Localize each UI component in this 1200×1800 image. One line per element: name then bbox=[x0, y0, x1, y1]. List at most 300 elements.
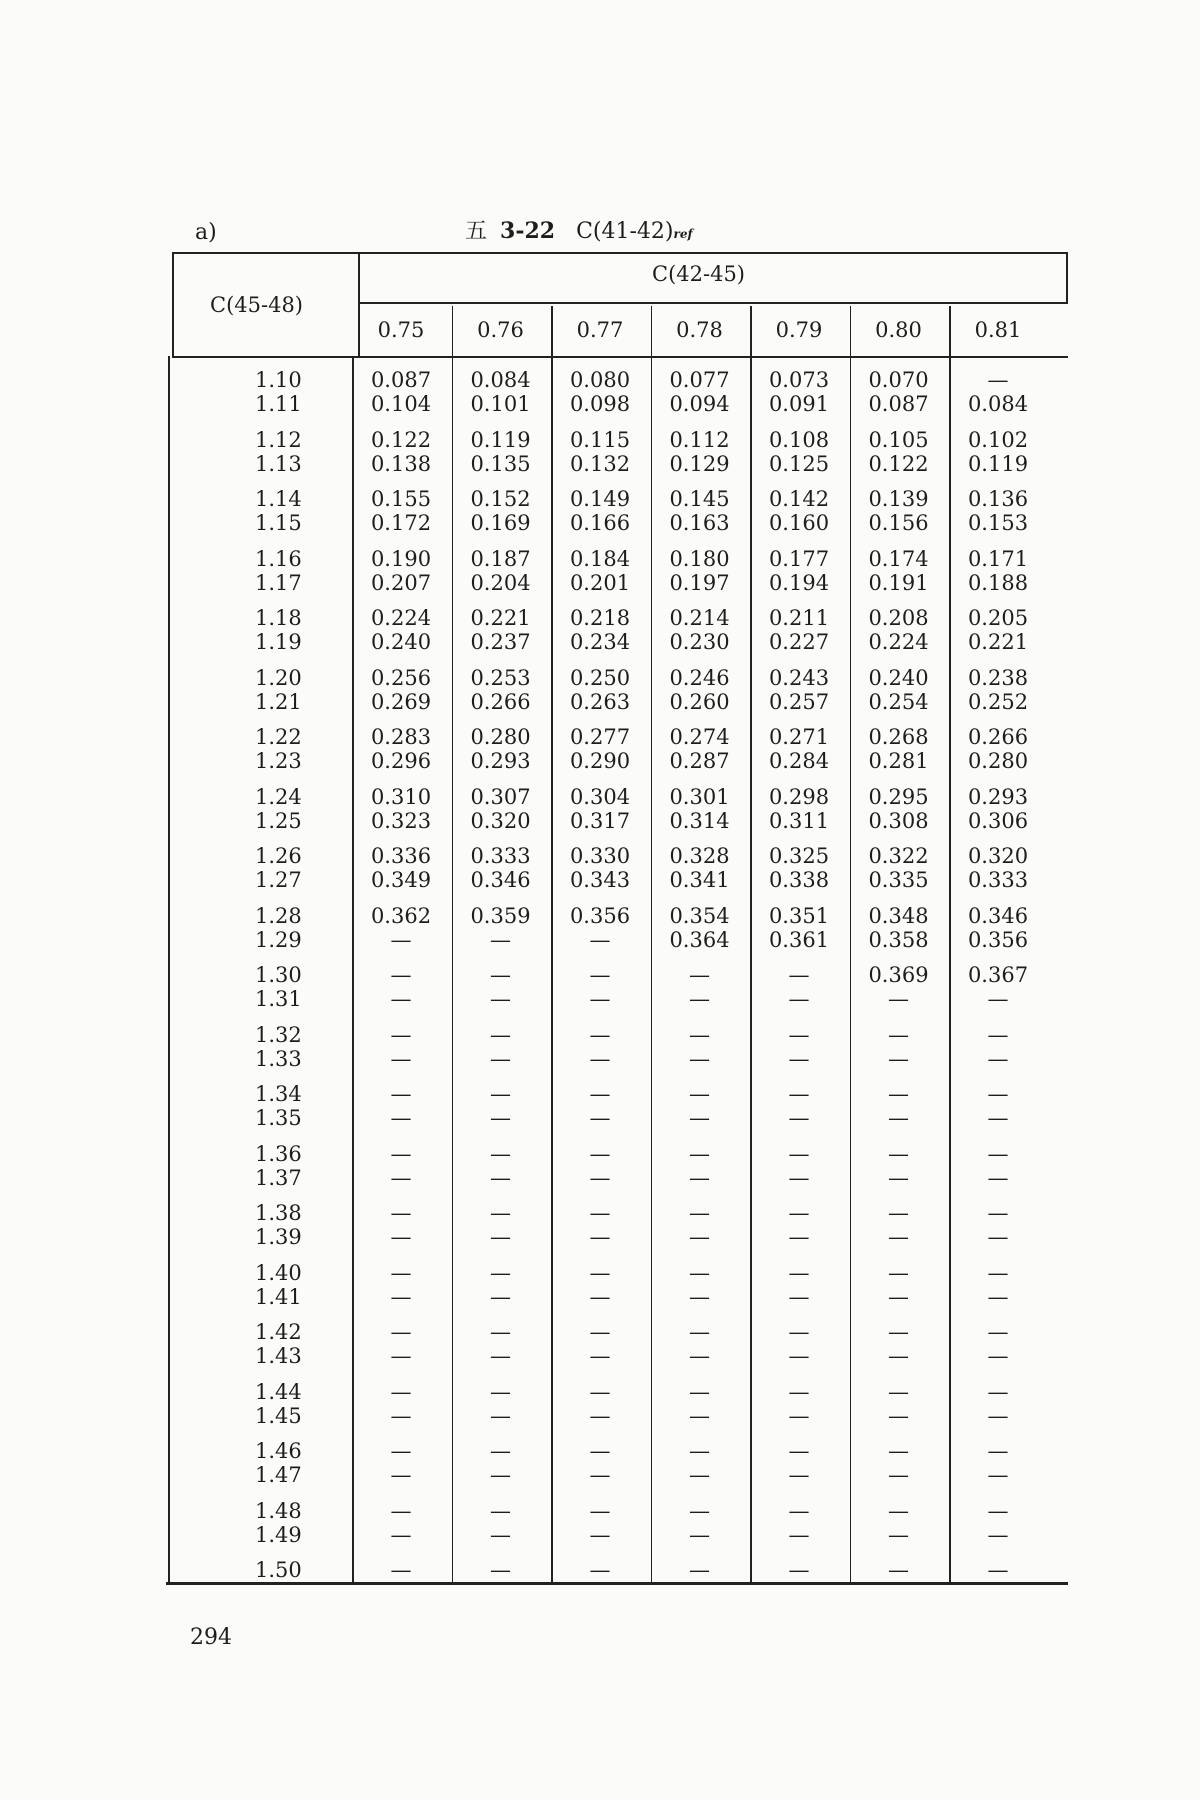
table-cell: — bbox=[589, 1463, 611, 1487]
table-cell: 0.311 bbox=[768, 808, 830, 833]
table-cell: 0.180 bbox=[669, 546, 730, 571]
table-cell: — bbox=[788, 1225, 810, 1249]
table-cell: — bbox=[788, 1022, 810, 1047]
row-label: 1.37 bbox=[255, 1165, 302, 1190]
table-cell: 0.306 bbox=[967, 808, 1029, 833]
table-top-rule bbox=[172, 252, 1068, 254]
table-cell: 0.263 bbox=[569, 689, 631, 714]
table-cell: 0.307 bbox=[470, 784, 531, 809]
table-cell: — bbox=[689, 1165, 710, 1190]
table-cell: 0.218 bbox=[569, 606, 631, 630]
table-cell: — bbox=[390, 1522, 412, 1547]
table-cell: 0.080 bbox=[569, 368, 631, 392]
row-label: 1.43 bbox=[255, 1344, 302, 1368]
table-cell: 0.187 bbox=[470, 546, 531, 571]
table-cell: — bbox=[490, 1439, 511, 1463]
row-label: 1.12 bbox=[255, 427, 302, 452]
table-cell: 0.310 bbox=[370, 784, 432, 809]
table-cell: — bbox=[987, 368, 1009, 392]
table-cell: — bbox=[490, 1260, 511, 1285]
table-cell: — bbox=[788, 1558, 810, 1582]
table-cell: — bbox=[689, 1344, 710, 1368]
row-label: 1.29 bbox=[255, 927, 302, 952]
table-cell: — bbox=[788, 1082, 810, 1106]
table-cell: 0.256 bbox=[370, 665, 432, 690]
table-cell: 0.163 bbox=[669, 511, 730, 535]
table-cell: — bbox=[490, 1165, 511, 1190]
table-cell: 0.317 bbox=[569, 808, 631, 833]
table-cell: — bbox=[788, 1106, 810, 1130]
row-label: 1.48 bbox=[255, 1498, 302, 1523]
table-cell: 0.351 bbox=[768, 903, 830, 928]
table-cell: 0.293 bbox=[470, 749, 531, 773]
table-cell: — bbox=[589, 1558, 611, 1582]
table-cell: 0.094 bbox=[669, 392, 730, 416]
table-cell: — bbox=[589, 1046, 611, 1071]
table-cell: 0.277 bbox=[569, 725, 631, 749]
table-cell: — bbox=[888, 1320, 909, 1344]
table-cell: 0.296 bbox=[370, 749, 432, 773]
table-title bbox=[465, 214, 693, 245]
table-cell: — bbox=[689, 1558, 710, 1582]
table-cell: 0.135 bbox=[470, 451, 531, 476]
row-label: 1.44 bbox=[255, 1379, 302, 1404]
table-cell: — bbox=[689, 1403, 710, 1428]
table-cell: 0.172 bbox=[370, 511, 432, 535]
table-cell: 0.224 bbox=[370, 606, 432, 630]
table-cell: 0.105 bbox=[868, 427, 929, 452]
table-cell: 0.283 bbox=[370, 725, 432, 749]
table-cell: — bbox=[490, 1046, 511, 1071]
table-cell: — bbox=[987, 1082, 1009, 1106]
table-cell: 0.136 bbox=[967, 487, 1029, 511]
table-cell: 0.142 bbox=[768, 487, 830, 511]
row-label: 1.14 bbox=[255, 487, 302, 511]
table-cell: — bbox=[689, 1082, 710, 1106]
table-cell: 0.348 bbox=[868, 903, 929, 928]
table-cell: 0.230 bbox=[669, 630, 730, 654]
table-cell: 0.205 bbox=[967, 606, 1029, 630]
row-label: 1.30 bbox=[255, 963, 302, 987]
row-label: 1.36 bbox=[255, 1141, 302, 1166]
table-cell: 0.322 bbox=[868, 844, 929, 868]
table-cell: 0.243 bbox=[768, 665, 830, 690]
table-cell: — bbox=[689, 1439, 710, 1463]
table-cell: — bbox=[589, 927, 611, 952]
table-cell: — bbox=[490, 1106, 511, 1130]
table-cell: 0.257 bbox=[768, 689, 830, 714]
table-cell: — bbox=[788, 1320, 810, 1344]
table-cell: — bbox=[490, 1225, 511, 1249]
table-cell: — bbox=[689, 1522, 710, 1547]
table-cell: 0.208 bbox=[868, 606, 929, 630]
table-cell: 0.102 bbox=[967, 427, 1029, 452]
row-label: 1.26 bbox=[255, 844, 302, 868]
table-cell: — bbox=[390, 1320, 412, 1344]
table-cell: — bbox=[390, 963, 412, 987]
table-cell: 0.298 bbox=[768, 784, 830, 809]
table-cell: 0.271 bbox=[768, 725, 830, 749]
table-cell: 0.190 bbox=[370, 546, 432, 571]
table-cell: — bbox=[888, 1522, 909, 1547]
table-cell: 0.266 bbox=[967, 725, 1029, 749]
table-cell: 0.221 bbox=[470, 606, 531, 630]
table-cell: — bbox=[788, 1141, 810, 1166]
column-group-label: C(42-45) bbox=[652, 262, 745, 286]
table-cell: 0.343 bbox=[569, 868, 631, 892]
table-cell: 0.139 bbox=[868, 487, 929, 511]
table-cell: 0.346 bbox=[967, 903, 1029, 928]
table-cell: — bbox=[589, 1022, 611, 1047]
table-cell: — bbox=[390, 1463, 412, 1487]
table-cell: — bbox=[987, 1284, 1009, 1309]
table-cell: 0.156 bbox=[868, 511, 929, 535]
column-header: 0.80 bbox=[875, 318, 922, 342]
table-cell: — bbox=[490, 963, 511, 987]
table-cell: — bbox=[987, 1379, 1009, 1404]
table-cell: 0.238 bbox=[967, 665, 1029, 690]
table-cell: — bbox=[987, 1046, 1009, 1071]
table-cell: — bbox=[788, 1046, 810, 1071]
table-cell: 0.098 bbox=[569, 392, 631, 416]
table-cell: 0.227 bbox=[768, 630, 830, 654]
table-cell: 0.356 bbox=[569, 903, 631, 928]
table-cell: — bbox=[689, 1225, 710, 1249]
table-cell: 0.274 bbox=[669, 725, 730, 749]
table-title-prefix: 五 bbox=[465, 219, 488, 244]
table-cell: 0.314 bbox=[669, 808, 730, 833]
table-cell: — bbox=[888, 1284, 909, 1309]
table-cell: — bbox=[788, 1344, 810, 1368]
table-cell: — bbox=[589, 987, 611, 1011]
table-cell: — bbox=[390, 1260, 412, 1285]
table-cell: — bbox=[788, 1522, 810, 1547]
table-cell: 0.122 bbox=[868, 451, 929, 476]
table-cell: — bbox=[589, 1522, 611, 1547]
table-cell: 0.361 bbox=[768, 927, 830, 952]
row-label: 1.20 bbox=[255, 665, 302, 690]
table-cell: — bbox=[987, 1106, 1009, 1130]
table-cell: — bbox=[589, 1498, 611, 1523]
table-cell: 0.253 bbox=[470, 665, 531, 690]
table-cell: — bbox=[490, 1201, 511, 1225]
table-cell: — bbox=[390, 1379, 412, 1404]
table-cell: — bbox=[490, 1498, 511, 1523]
table-cell: — bbox=[987, 1022, 1009, 1047]
table-number: 3-22 bbox=[500, 218, 556, 244]
table-cell: — bbox=[987, 1141, 1009, 1166]
row-label: 1.22 bbox=[255, 725, 302, 749]
table-cell: 0.301 bbox=[669, 784, 730, 809]
row-label: 1.50 bbox=[255, 1558, 302, 1582]
table-cell: 0.169 bbox=[470, 511, 531, 535]
table-cell: 0.104 bbox=[370, 392, 432, 416]
table-cell: — bbox=[490, 1522, 511, 1547]
table-cell: — bbox=[888, 1141, 909, 1166]
table-cell: — bbox=[888, 1165, 909, 1190]
table-cell: 0.336 bbox=[370, 844, 432, 868]
table-cell: — bbox=[589, 1260, 611, 1285]
table-cell: 0.269 bbox=[370, 689, 432, 714]
table-cell: — bbox=[689, 1463, 710, 1487]
table-cell: — bbox=[888, 1558, 909, 1582]
table-cell: — bbox=[689, 1284, 710, 1309]
row-label: 1.27 bbox=[255, 868, 302, 892]
table-cell: — bbox=[490, 1320, 511, 1344]
table-cell: — bbox=[788, 1463, 810, 1487]
table-cell: 0.166 bbox=[569, 511, 631, 535]
table-cell: 0.346 bbox=[470, 868, 531, 892]
row-label: 1.23 bbox=[255, 749, 302, 773]
column-header: 0.75 bbox=[377, 318, 425, 342]
table-cell: — bbox=[987, 1498, 1009, 1523]
table-cell: — bbox=[689, 1379, 710, 1404]
table-cell: 0.290 bbox=[569, 749, 631, 773]
table-cell: — bbox=[987, 1260, 1009, 1285]
table-cell: — bbox=[390, 1498, 412, 1523]
row-label: 1.38 bbox=[255, 1201, 302, 1225]
row-label: 1.46 bbox=[255, 1439, 302, 1463]
table-cell: 0.221 bbox=[967, 630, 1029, 654]
table-cell: 0.237 bbox=[470, 630, 531, 654]
table-cell: — bbox=[788, 1201, 810, 1225]
table-cell: — bbox=[888, 1260, 909, 1285]
table-cell: 0.194 bbox=[768, 570, 830, 595]
column-header: 0.76 bbox=[477, 318, 524, 342]
table-cell: 0.184 bbox=[569, 546, 631, 571]
table-cell: 0.293 bbox=[967, 784, 1029, 809]
table-cell: — bbox=[888, 1463, 909, 1487]
table-cell: — bbox=[589, 1225, 611, 1249]
table-cell: 0.359 bbox=[470, 903, 531, 928]
table-cell: — bbox=[987, 1344, 1009, 1368]
table-cell: 0.325 bbox=[768, 844, 830, 868]
table-cell: 0.149 bbox=[569, 487, 631, 511]
row-label: 1.13 bbox=[255, 451, 302, 476]
table-cell: 0.250 bbox=[569, 665, 631, 690]
row-label: 1.15 bbox=[255, 511, 302, 535]
table-cell: — bbox=[390, 1082, 412, 1106]
table-cell: 0.091 bbox=[768, 392, 830, 416]
table-cell: — bbox=[888, 1439, 909, 1463]
table-cell: — bbox=[788, 987, 810, 1011]
table-cell: — bbox=[589, 1320, 611, 1344]
row-label: 1.18 bbox=[255, 606, 302, 630]
table-cell: — bbox=[490, 987, 511, 1011]
table-cell: — bbox=[888, 1344, 909, 1368]
table-cell: 0.295 bbox=[868, 784, 929, 809]
table-cell: 0.252 bbox=[967, 689, 1029, 714]
table-cell: 0.112 bbox=[669, 427, 730, 452]
table-cell: 0.234 bbox=[569, 630, 631, 654]
row-label: 1.21 bbox=[255, 689, 302, 714]
table-cell: 0.207 bbox=[370, 570, 432, 595]
table-cell: — bbox=[888, 1225, 909, 1249]
table-cell: — bbox=[589, 1106, 611, 1130]
table-cell: — bbox=[390, 1344, 412, 1368]
table-left-rule-lower bbox=[168, 356, 170, 1584]
table-cell: 0.338 bbox=[768, 868, 830, 892]
table-cell: 0.284 bbox=[768, 749, 830, 773]
table-cell: — bbox=[788, 1403, 810, 1428]
table-cell: 0.358 bbox=[868, 927, 929, 952]
row-label: 1.42 bbox=[255, 1320, 302, 1344]
table-cell: — bbox=[888, 1046, 909, 1071]
row-label: 1.25 bbox=[255, 808, 302, 833]
table-cell: 0.153 bbox=[967, 511, 1029, 535]
table-cell: — bbox=[390, 1141, 412, 1166]
table-cell: — bbox=[490, 1379, 511, 1404]
table-cell: 0.356 bbox=[967, 927, 1029, 952]
table-cell: 0.280 bbox=[470, 725, 531, 749]
table-cell: — bbox=[888, 1106, 909, 1130]
table-cell: — bbox=[390, 1022, 412, 1047]
row-label: 1.45 bbox=[255, 1403, 302, 1428]
row-label: 1.47 bbox=[255, 1463, 302, 1487]
row-header-label: C(45-48) bbox=[210, 293, 303, 317]
table-cell: — bbox=[689, 1320, 710, 1344]
table-cell: 0.330 bbox=[569, 844, 631, 868]
table-cell: — bbox=[490, 1463, 511, 1487]
row-label: 1.31 bbox=[255, 987, 302, 1011]
table-cell: — bbox=[490, 1403, 511, 1428]
table-cell: — bbox=[390, 1558, 412, 1582]
table-cell: — bbox=[689, 963, 710, 987]
table-cell: 0.369 bbox=[868, 963, 929, 987]
table-cell: 0.174 bbox=[868, 546, 929, 571]
table-cell: — bbox=[888, 1201, 909, 1225]
table-cell: — bbox=[390, 927, 412, 952]
table-cell: 0.101 bbox=[470, 392, 531, 416]
table-cell: 0.145 bbox=[669, 487, 730, 511]
table-cell: — bbox=[987, 1558, 1009, 1582]
table-cell: — bbox=[490, 1284, 511, 1309]
table-cell: — bbox=[689, 1498, 710, 1523]
table-cell: 0.266 bbox=[470, 689, 531, 714]
column-header: 0.78 bbox=[676, 318, 723, 342]
table-title-sub: ref bbox=[673, 227, 693, 241]
table-cell: 0.132 bbox=[569, 451, 631, 476]
table-cell: — bbox=[888, 1082, 909, 1106]
table-cell: 0.362 bbox=[370, 903, 432, 928]
table-cell: — bbox=[589, 1141, 611, 1166]
table-cell: 0.177 bbox=[768, 546, 830, 571]
page-number: 294 bbox=[190, 1625, 232, 1650]
table-cell: 0.191 bbox=[868, 570, 929, 595]
table-cell: 0.155 bbox=[370, 487, 432, 511]
table-cell: 0.320 bbox=[470, 808, 531, 833]
table-cell: — bbox=[788, 1498, 810, 1523]
table-cell: — bbox=[788, 1165, 810, 1190]
table-cell: — bbox=[987, 1463, 1009, 1487]
table-cell: 0.320 bbox=[967, 844, 1029, 868]
table-cell: — bbox=[689, 1201, 710, 1225]
table-cell: 0.087 bbox=[868, 392, 929, 416]
row-label: 1.33 bbox=[255, 1046, 302, 1071]
table-cell: 0.240 bbox=[370, 630, 432, 654]
table-cell: — bbox=[390, 987, 412, 1011]
table-cell: — bbox=[689, 1022, 710, 1047]
table-cell: 0.201 bbox=[569, 570, 631, 595]
table-cell: 0.073 bbox=[768, 368, 830, 392]
table-cell: 0.122 bbox=[370, 427, 432, 452]
column-header: 0.77 bbox=[576, 318, 624, 342]
table-cell: — bbox=[689, 1141, 710, 1166]
table-cell: — bbox=[589, 1403, 611, 1428]
row-label: 1.41 bbox=[255, 1284, 302, 1309]
table-cell: — bbox=[390, 1106, 412, 1130]
table-cell: 0.349 bbox=[370, 868, 432, 892]
table-cell: 0.240 bbox=[868, 665, 929, 690]
table-cell: 0.280 bbox=[967, 749, 1029, 773]
column-header: 0.81 bbox=[974, 318, 1022, 342]
table-cell: — bbox=[390, 1403, 412, 1428]
table-cell: — bbox=[390, 1439, 412, 1463]
table-cell: 0.171 bbox=[967, 546, 1029, 571]
row-label: 1.32 bbox=[255, 1022, 302, 1047]
table-cell: — bbox=[390, 1165, 412, 1190]
table-cell: — bbox=[490, 927, 511, 952]
table-cell: 0.323 bbox=[370, 808, 432, 833]
table-cell: — bbox=[390, 1201, 412, 1225]
table-cell: 0.084 bbox=[470, 368, 531, 392]
row-label: 1.39 bbox=[255, 1225, 302, 1249]
table-cell: — bbox=[390, 1225, 412, 1249]
table-cell: — bbox=[689, 987, 710, 1011]
table-right-rule bbox=[1066, 252, 1068, 304]
table-cell: 0.087 bbox=[370, 368, 432, 392]
table-cell: 0.224 bbox=[868, 630, 929, 654]
row-label: 1.24 bbox=[255, 784, 302, 809]
table-cell: — bbox=[689, 1046, 710, 1071]
table-cell: — bbox=[490, 1344, 511, 1368]
table-cell: — bbox=[987, 1320, 1009, 1344]
table-cell: — bbox=[490, 1082, 511, 1106]
table-cell: — bbox=[987, 1522, 1009, 1547]
table-cell: 0.160 bbox=[768, 511, 830, 535]
table-cell: 0.211 bbox=[768, 606, 830, 630]
table-cell: — bbox=[689, 1106, 710, 1130]
table-cell: 0.119 bbox=[967, 451, 1029, 476]
table-cell: 0.084 bbox=[967, 392, 1029, 416]
table-cell: — bbox=[888, 1022, 909, 1047]
table-cell: 0.125 bbox=[768, 451, 830, 476]
row-label: 1.17 bbox=[255, 570, 302, 595]
table-cell: 0.281 bbox=[868, 749, 929, 773]
table-cell: — bbox=[788, 1260, 810, 1285]
table-cell: — bbox=[589, 1284, 611, 1309]
table-cell: — bbox=[490, 1022, 511, 1047]
table-cell: 0.115 bbox=[569, 427, 631, 452]
table-cell: — bbox=[589, 963, 611, 987]
table-cell: 0.364 bbox=[669, 927, 730, 952]
table-cell: — bbox=[589, 1082, 611, 1106]
table-cell: 0.333 bbox=[967, 868, 1029, 892]
table-cell: — bbox=[987, 1165, 1009, 1190]
table-cell: — bbox=[987, 1439, 1009, 1463]
table-cell: 0.204 bbox=[470, 570, 531, 595]
table-cell: 0.335 bbox=[868, 868, 929, 892]
table-cell: — bbox=[689, 1260, 710, 1285]
table-cell: — bbox=[888, 1498, 909, 1523]
table-cell: — bbox=[888, 1403, 909, 1428]
table-cell: 0.152 bbox=[470, 487, 531, 511]
table-cell: — bbox=[788, 1379, 810, 1404]
row-label: 1.10 bbox=[255, 368, 302, 392]
table-cell: 0.138 bbox=[370, 451, 432, 476]
header-bottom-rule bbox=[172, 356, 1068, 358]
table-cell: 0.367 bbox=[967, 963, 1029, 987]
